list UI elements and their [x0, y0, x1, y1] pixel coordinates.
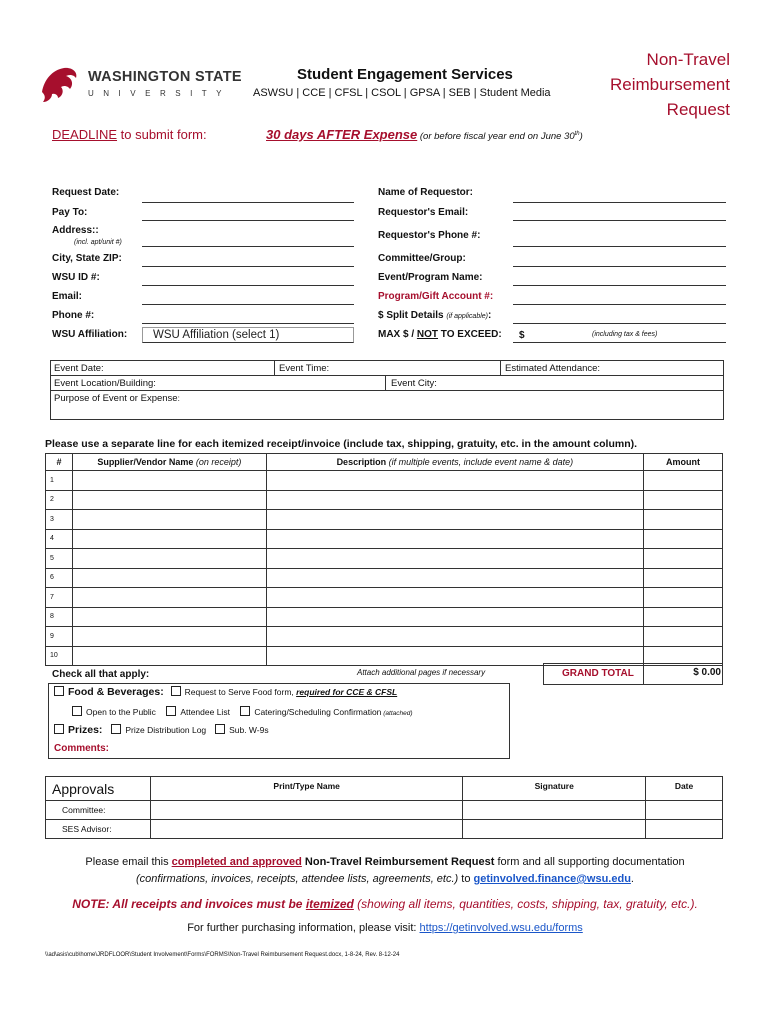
address-input[interactable]	[142, 246, 354, 247]
item-amount-input[interactable]	[644, 568, 723, 588]
attach-note: Attach additional pages if necessary	[357, 668, 486, 677]
item-row	[46, 471, 723, 491]
requestor-phone-input[interactable]	[513, 246, 726, 247]
deadline-label	[52, 127, 207, 142]
item-row-number: 9	[46, 627, 73, 647]
item-row	[46, 607, 723, 627]
item-supplier-input[interactable]	[72, 529, 266, 549]
advisor-name-input[interactable]	[150, 820, 462, 839]
item-supplier-input[interactable]	[72, 627, 266, 647]
item-row-number: 6	[46, 568, 73, 588]
requestor-email-label: Requestor's Email:	[378, 207, 469, 218]
grand-total-label: GRAND TOTAL	[562, 668, 634, 679]
email-label: Email:	[52, 291, 83, 302]
committee-date-input[interactable]	[646, 801, 723, 820]
max-dollar-sign: $	[519, 330, 525, 341]
requestor-name-label: Name of Requestor:	[378, 187, 474, 198]
prizes-checkbox[interactable]	[54, 724, 64, 734]
committee-label: Committee/Group:	[378, 253, 466, 264]
committee-name-input[interactable]	[150, 801, 462, 820]
food-checkbox[interactable]	[54, 686, 64, 696]
account-input[interactable]	[513, 304, 726, 305]
purpose-label[interactable]: Purpose of Event or Expense:	[54, 393, 180, 404]
approvals-title: Approvals	[46, 777, 151, 801]
item-row-number: 4	[46, 529, 73, 549]
item-row	[46, 510, 723, 530]
item-supplier-input[interactable]	[72, 490, 266, 510]
approval-advisor-label: SES Advisor:	[46, 820, 151, 839]
item-row	[46, 588, 723, 608]
sub-w9-checkbox[interactable]	[215, 724, 225, 734]
item-amount-input[interactable]	[644, 588, 723, 608]
approvals-col-signature: Signature	[463, 777, 646, 801]
item-row	[46, 568, 723, 588]
email-input[interactable]	[142, 304, 354, 305]
item-description-input[interactable]	[266, 490, 643, 510]
food-options-row: Open to the Public Attendee List Catering/Scheduling Confirmation (attached)	[72, 706, 413, 717]
catering-checkbox[interactable]	[240, 706, 250, 716]
item-row	[46, 490, 723, 510]
prize-log-checkbox[interactable]	[111, 724, 121, 734]
committee-signature-input[interactable]	[463, 801, 646, 820]
finance-email-link[interactable]: getinvolved.finance@wsu.edu	[473, 873, 631, 885]
event-divider-2	[500, 360, 501, 375]
org-units: ASWSU | CCE | CFSL | CSOL | GPSA | SEB | Student Media	[253, 87, 551, 99]
item-supplier-input[interactable]	[72, 510, 266, 530]
item-description-input[interactable]	[266, 549, 643, 569]
col-num: #	[46, 454, 73, 471]
item-row	[46, 529, 723, 549]
serve-food-checkbox[interactable]	[171, 686, 181, 696]
request-date-label: Request Date:	[52, 187, 120, 198]
item-supplier-input[interactable]	[72, 588, 266, 608]
logo-sub-text: UNIVERSITY	[88, 89, 232, 98]
item-supplier-input[interactable]	[72, 568, 266, 588]
advisor-date-input[interactable]	[646, 820, 723, 839]
phone-label: Phone #:	[52, 310, 95, 321]
pay-to-label: Pay To:	[52, 207, 88, 218]
committee-input[interactable]	[513, 266, 726, 267]
pay-to-input[interactable]	[142, 220, 354, 221]
items-instruction: Please use a separate line for each itemized receipt/invoice (include tax, shipping, gratuity, etc. in the amount column).	[45, 438, 638, 450]
event-city-label[interactable]: Event City:	[391, 378, 437, 389]
deadline-value	[266, 127, 583, 142]
items-table	[45, 453, 723, 666]
approval-row-committee	[46, 801, 723, 820]
event-program-label: Event/Program Name:	[378, 272, 483, 283]
requestor-name-input[interactable]	[513, 202, 726, 203]
item-row	[46, 549, 723, 569]
phone-input[interactable]	[142, 323, 354, 324]
address-label: Address::	[52, 225, 99, 236]
affiliation-label: WSU Affiliation:	[52, 329, 128, 340]
affiliation-select-value: WSU Affiliation (select 1)	[153, 329, 280, 341]
approvals-col-name: Print/Type Name	[150, 777, 462, 801]
item-amount-input[interactable]	[644, 549, 723, 569]
attendee-list-checkbox[interactable]	[166, 706, 176, 716]
deadline-note: (or before fiscal year end on June 30th)	[417, 130, 583, 142]
check-all-label: Check all that apply:	[52, 669, 150, 680]
deadline-days: 30 days AFTER Expense	[266, 127, 418, 142]
max-exceed-label: MAX $ / NOT TO EXCEED:	[378, 329, 502, 340]
col-amount: Amount	[644, 454, 723, 471]
item-row-number: 3	[46, 510, 73, 530]
item-description-input[interactable]	[266, 529, 643, 549]
attendance-label[interactable]: Estimated Attendance:	[505, 363, 601, 374]
item-supplier-input[interactable]	[72, 646, 266, 666]
footer-email-line: Please email this completed and approved Non-Travel Reimbursement Request form and all supporting documentation	[85, 856, 685, 868]
approval-committee-label: Committee:	[46, 801, 151, 820]
city-label: City, State ZIP:	[52, 253, 122, 264]
max-exceed-input[interactable]	[513, 342, 726, 343]
comments-label[interactable]: Comments:	[54, 743, 110, 754]
item-row	[46, 627, 723, 647]
event-divider-1	[274, 360, 275, 375]
item-supplier-input[interactable]	[72, 471, 266, 491]
requestor-email-input[interactable]	[513, 220, 726, 221]
wsu-id-label: WSU ID #:	[52, 272, 100, 283]
approval-row-advisor	[46, 820, 723, 839]
affiliation-select[interactable]	[142, 327, 354, 343]
item-description-input[interactable]	[266, 471, 643, 491]
col-description: Description (if multiple events, include event name & date)	[266, 454, 643, 471]
event-location-label[interactable]: Event Location/Building:	[54, 378, 156, 389]
logo-main-text: WASHINGTON STATE	[88, 69, 242, 85]
form-title-line-2: Reimbursement	[610, 75, 730, 94]
max-note: (including tax & fees)	[592, 331, 658, 338]
item-supplier-input[interactable]	[72, 607, 266, 627]
forms-link[interactable]: https://getinvolved.wsu.edu/forms	[419, 922, 583, 934]
items-header-row	[46, 454, 723, 471]
account-label: Program/Gift Account #:	[378, 291, 494, 302]
food-row: Food & Beverages: Request to Serve Food form, required for CCE & CFSL	[54, 686, 397, 698]
approvals-table	[45, 776, 723, 839]
request-date-input[interactable]	[142, 202, 354, 203]
event-program-input[interactable]	[513, 285, 726, 286]
item-amount-input[interactable]	[644, 471, 723, 491]
form-title-line-1: Non-Travel	[646, 50, 730, 69]
event-date-label[interactable]: Event Date:	[54, 363, 104, 374]
item-description-input[interactable]	[266, 627, 643, 647]
approvals-col-date: Date	[646, 777, 723, 801]
item-amount-input[interactable]	[644, 627, 723, 647]
deadline-rest: to submit form:	[117, 127, 207, 142]
advisor-signature-input[interactable]	[463, 820, 646, 839]
item-description-input[interactable]	[266, 588, 643, 608]
prizes-row: Prizes: Prize Distribution Log Sub. W-9s	[54, 724, 269, 736]
col-supplier: Supplier/Vendor Name (on receipt)	[72, 454, 266, 471]
item-row-number: 5	[46, 549, 73, 569]
item-row-number: 1	[46, 471, 73, 491]
item-row-number: 7	[46, 588, 73, 608]
requestor-phone-label: Requestor's Phone #:	[378, 230, 481, 241]
item-amount-input[interactable]	[644, 529, 723, 549]
footer-purchasing: For further purchasing information, please visit: https://getinvolved.wsu.edu/forms	[187, 922, 583, 934]
event-time-label[interactable]: Event Time:	[279, 363, 330, 374]
footer-confirm-line: (confirmations, invoices, receipts, attendee lists, agreements, etc.) to getinvolved.finance@wsu.edu.	[136, 873, 634, 885]
footer-note: NOTE: All receipts and invoices must be itemized (showing all items, quantities, costs, shipping, tax, gratuity, etc.).	[72, 897, 698, 911]
item-supplier-input[interactable]	[72, 549, 266, 569]
wsu-logo	[38, 62, 258, 108]
item-row-number: 2	[46, 490, 73, 510]
split-details-label: $ Split Details (if applicable):	[378, 310, 492, 321]
deadline-word: DEADLINE	[52, 127, 118, 142]
item-amount-input[interactable]	[644, 490, 723, 510]
footer-file-path: \\ad\asis\cub\home\JRDFLOOR\Student Involvement\Forms\FORMS\Non-Travel Reimbursement Request.docx, 1-8-24, Rev. 8-12-24	[45, 952, 400, 958]
city-input[interactable]	[142, 266, 354, 267]
form-title-line-3: Request	[666, 100, 730, 119]
item-amount-input[interactable]	[644, 607, 723, 627]
item-row-number: 10	[46, 646, 73, 666]
wsu-id-input[interactable]	[142, 285, 354, 286]
event-divider-3	[385, 375, 386, 390]
form-title	[582, 47, 730, 122]
item-description-input[interactable]	[266, 568, 643, 588]
item-description-input[interactable]	[266, 510, 643, 530]
item-row-number: 8	[46, 607, 73, 627]
cougar-head-icon	[38, 62, 82, 106]
event-hline-2	[50, 390, 724, 391]
split-details-input[interactable]	[513, 323, 726, 324]
org-title: Student Engagement Services	[297, 66, 513, 83]
item-description-input[interactable]	[266, 607, 643, 627]
item-amount-input[interactable]	[644, 510, 723, 530]
event-hline-1	[50, 375, 724, 376]
grand-total-value: $ 0.00	[693, 667, 721, 678]
open-public-checkbox[interactable]	[72, 706, 82, 716]
address-sub-label: (incl. apt/unit #)	[74, 239, 122, 246]
